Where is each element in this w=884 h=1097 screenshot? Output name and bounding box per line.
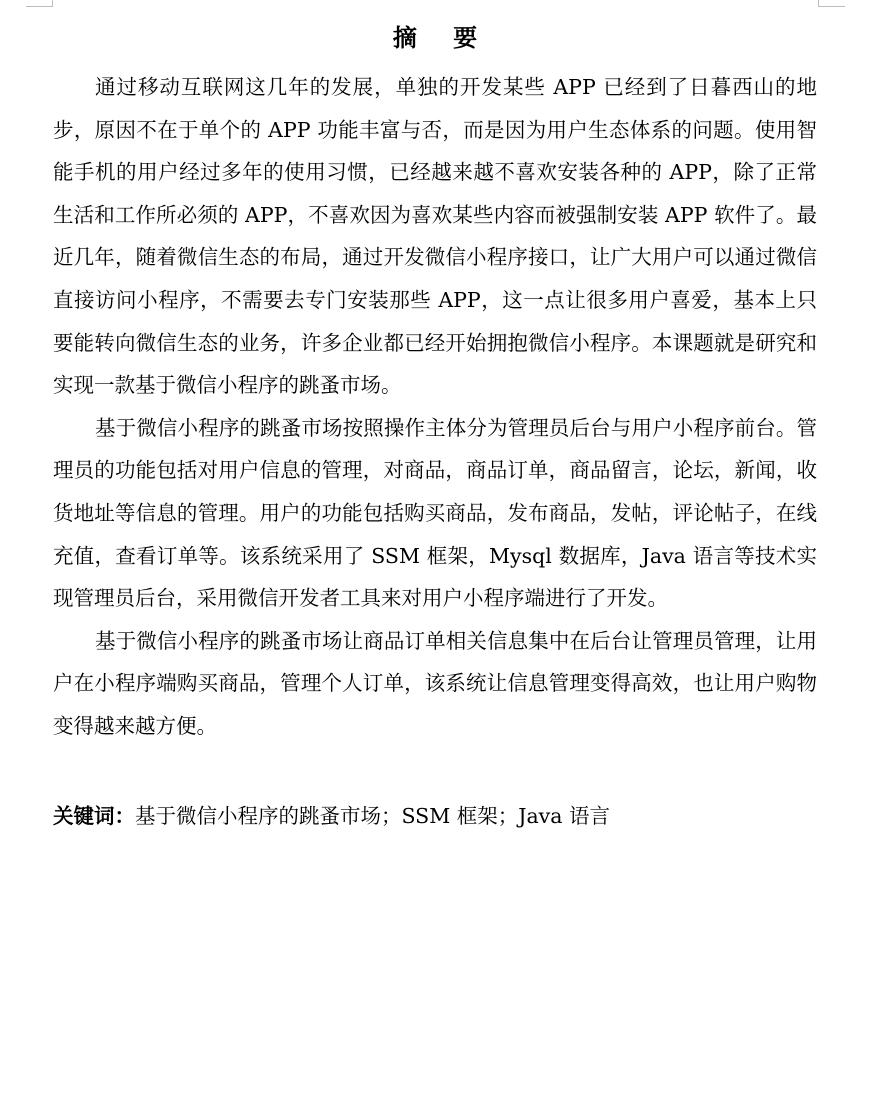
abstract-title: 摘 要 <box>392 24 492 52</box>
left-margin-corner-mark <box>26 0 53 7</box>
abstract-paragraph-3: 基于微信小程序的跳蚤市场让商品订单相关信息集中在后台让管理员管理，让用户在小程序端购买商品，管理个人订单，该系统让信息管理变得高效，也让用户购物变得越来越方便。 <box>53 628 817 738</box>
document-page <box>53 18 817 837</box>
abstract-paragraph-1: 通过移动互联网这几年的发展，单独的开发某些 APP 已经到了日暮西山的地步，原因不在于单个的 APP 功能丰富与否，而是因为用户生态体系的问题。使用智能手机的用户经过多年的使用习惯，已经越来越不喜欢安装各种的 APP，除了正常生活和工作所必须的 APP，不喜欢因为喜欢某些内容而被强制安装 APP 软件了。最近几年，随着微信生态的布局，通过开发微信小程序接口，让广大用户可以通过微信直接访问小程序，不需要去专门安装那些 APP，这一点让很多用户喜爱，基本上只要能转向微信生态的业务，许多企业都已经开始拥抱微信小程序。本课题就是研究和实现一款基于微信小程序的跳蚤市场。 <box>53 75 817 398</box>
abstract-paragraph-2: 基于微信小程序的跳蚤市场按照操作主体分为管理员后台与用户小程序前台。管理员的功能包括对用户信息的管理，对商品，商品订单，商品留言，论坛，新闻，收货地址等信息的管理。用户的功能包括购买商品，发布商品，发帖，评论帖子，在线充值，查看订单等。该系统采用了 SSM 框架，Mysql 数据库，Java 语言等技术实现管理员后台，采用微信开发者工具来对用户小程序端进行了开发。 <box>53 415 817 611</box>
keywords-line <box>53 795 817 837</box>
right-margin-corner-mark <box>818 0 845 7</box>
keywords-text: 基于微信小程序的跳蚤市场；SSM 框架；Java 语言 <box>135 803 610 828</box>
keywords-label: 关键词： <box>53 803 135 828</box>
